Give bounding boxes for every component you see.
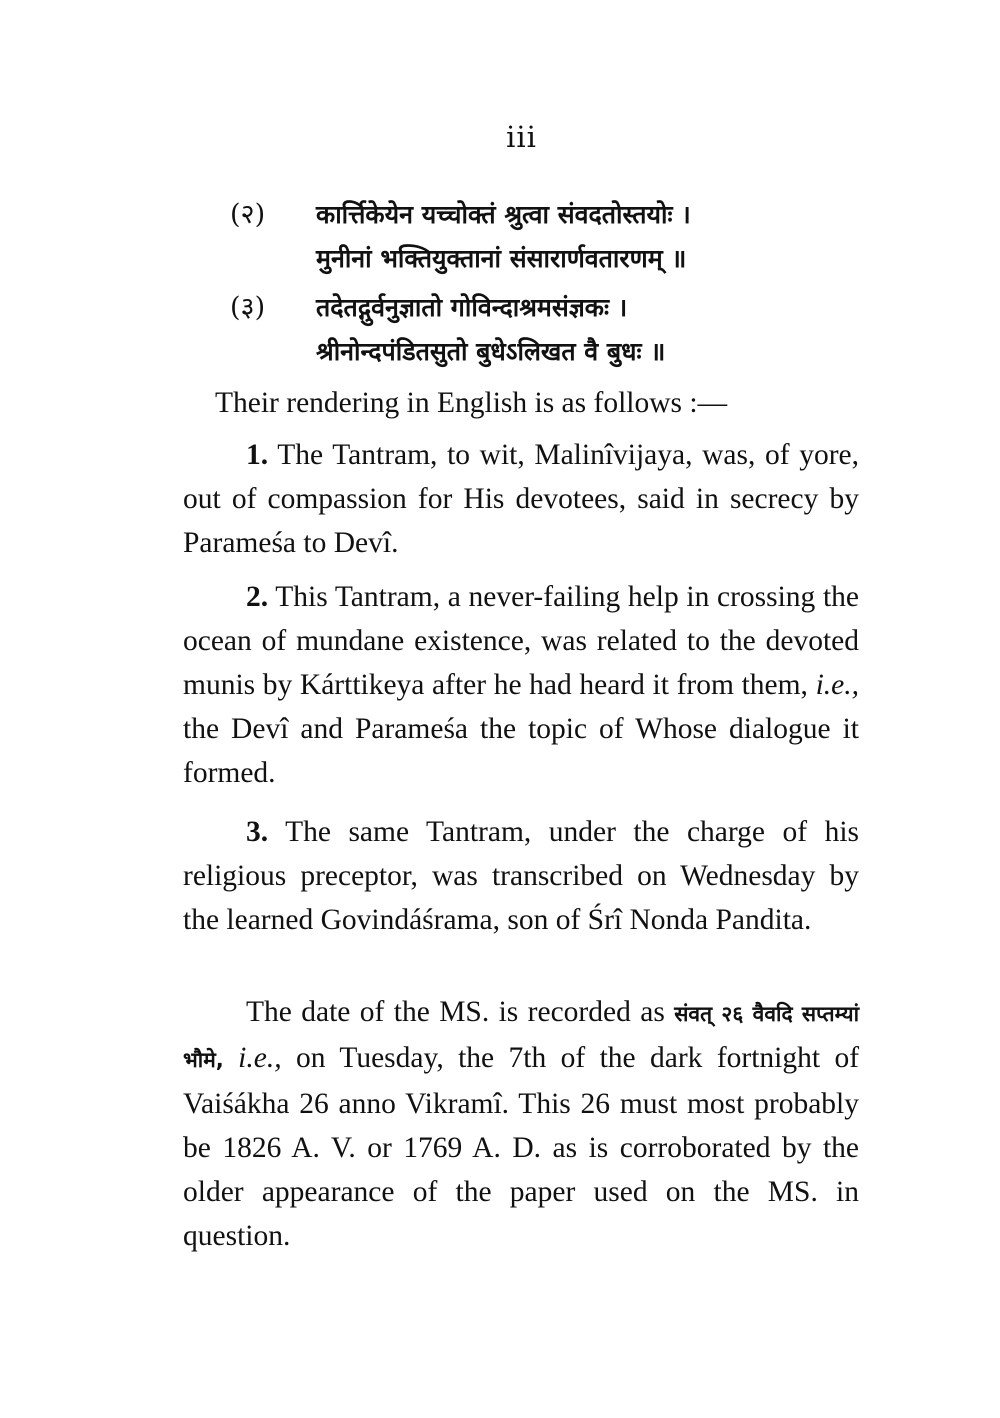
sanskrit-date-continued: वैवदि सप्तम्यां भौमे,: [183, 1002, 860, 1072]
paragraph-text-continued: the Devî and Parameśa the topic of Whose dialogue it formed.: [183, 713, 859, 789]
verse-line: तदेतद्गुर्वनुज्ञातो गोविन्दाश्रमसंज्ञकः ।: [316, 293, 628, 322]
sanskrit-date: संवत् २६: [674, 1002, 744, 1026]
verse-line: श्रीनोन्दपंडितसुतो बुधेऽलिखत वै बुधः ॥: [316, 337, 666, 366]
verse-number: (२): [230, 199, 266, 230]
translation-paragraph-2: [183, 575, 859, 795]
paragraph-text: The same Tantram, under the charge of his religious preceptor, was transcribed on Wednesday by the learned Govindáśrama, son of Śrî Nonda Pandita.: [183, 816, 859, 936]
paragraph-number: 3.: [246, 816, 269, 848]
page-number: iii: [506, 120, 537, 154]
ie-abbreviation: i.e.,: [238, 1042, 282, 1074]
ie-abbreviation: i.e.,: [815, 669, 859, 701]
paragraph-number: 1.: [246, 439, 269, 471]
date-paragraph: [183, 990, 859, 1258]
translation-intro: Their rendering in English is as follows :—: [215, 387, 728, 419]
verse-number: (३): [230, 292, 266, 323]
paragraph-text: This Tantram, a never-failing help in crossing the ocean of mundane existence, was related to the devoted munis by Kárttikeya after he had heard it from them,: [183, 581, 860, 701]
translation-paragraph-3: [183, 810, 859, 942]
paragraph-text-continued: on Tuesday, the 7th of the dark fortnight of Vaiśákha 26 anno Vikramî. This 26 must most probably be 1826 A. V. or 1769 A. D. as is corroborated by the older appearance of the paper used on the MS. in question.: [183, 1042, 860, 1252]
paragraph-number: 2.: [246, 581, 269, 613]
verse-line: मुनीनां भक्तियुक्तानां संसारार्णवतारणम् ॥: [316, 244, 687, 273]
translation-paragraph-1: [183, 433, 859, 565]
paragraph-text: The Tantram, to wit, Malinîvijaya, was, of yore, out of compassion for His devotees, said in secrecy by Parameśa to Devî.: [183, 439, 859, 559]
verse-line: कार्त्तिकेयेन यच्चोक्तं श्रुत्वा संवदतोस्तयोः ।: [316, 200, 691, 229]
paragraph-text: The date of the MS. is recorded as: [246, 996, 665, 1028]
